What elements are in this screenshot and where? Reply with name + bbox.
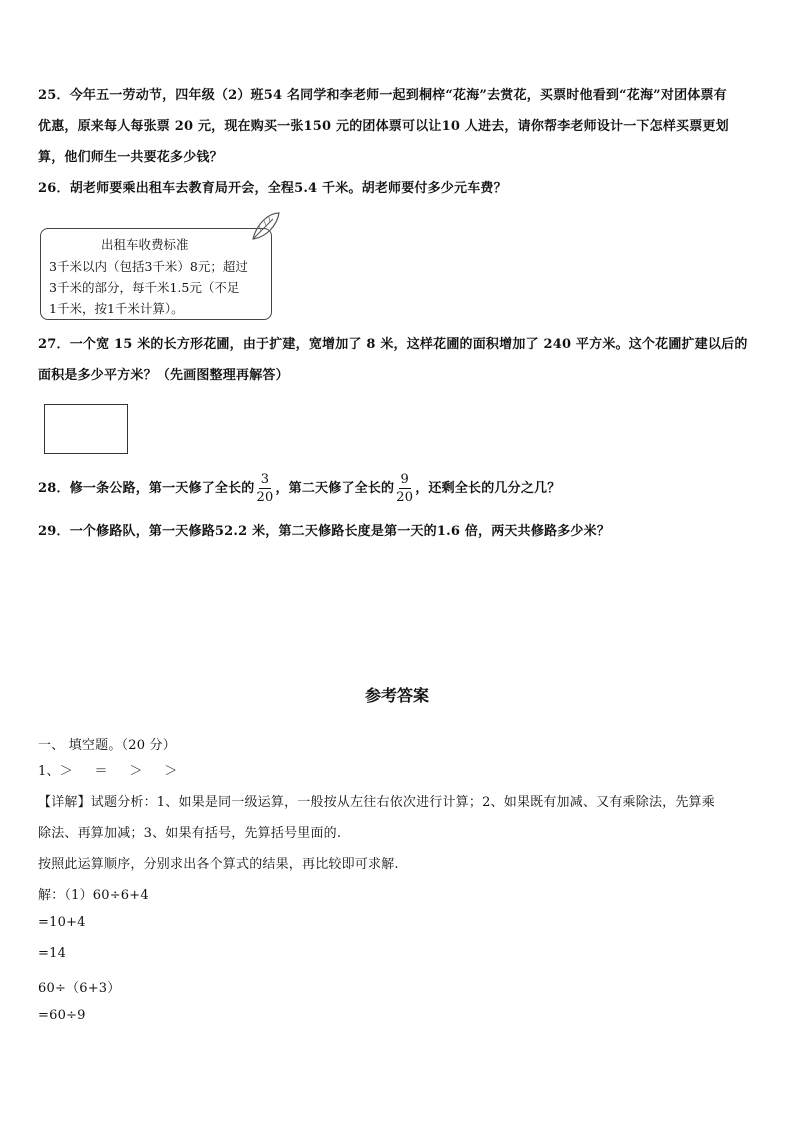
box-line-2: 3千米的部分，每千米1.5元（不足 [49,280,240,295]
answer-1: 1、＞ ＝ ＞ ＞ [38,764,178,779]
drawing-rectangle [44,404,128,454]
q29-text: 29．一个修路队，第一天修路52.2 米，第二天修路长度是第一天的1.6 倍，两天共修路多少米？ [38,524,611,539]
q25-line-2: 优惠，原来每人每张票 20 元，现在购买一张150 元的团体票可以让10 人进去，请你帮李老师设计一下怎样买票更划 [38,119,729,134]
fraction-3-20 [257,471,274,506]
fraction-denominator: 20 [256,490,274,505]
fraction-numerator: 3 [260,472,270,487]
box-line-1: 3千米以内（包括3千米）8元；超过 [49,259,248,274]
box-line-3: 1千米，按1千米计算）。 [49,301,184,316]
leaf-decoration-icon [249,209,283,243]
solution-line-1: 解：（1）60÷6+4 [38,888,149,903]
fraction-denominator: 20 [396,490,414,505]
detail-line-3: 按照此运算顺序，分别求出各个算式的结果，再比较即可求解. [38,857,399,872]
q26-text: 26．胡老师要乘出租车去教育局开会，全程5.4 千米。胡老师要付多少元车费？ [38,181,507,196]
q28-part-1: 28．修一条公路，第一天修了全长的 [38,481,255,496]
answers-title: 参考答案 [364,686,429,705]
q25-line-1: 25．今年五一劳动节，四年级（2）班54 名同学和李老师一起到桐梓“花海”去赏花，买票时他看到“花海”对团体票有 [38,88,727,103]
fraction-numerator: 9 [400,472,409,487]
solution-line-5: =60÷9 [38,1008,86,1023]
solution-line-4: 60÷（6+3） [38,981,121,996]
fraction-9-20 [396,471,413,506]
solution-line-3: =14 [38,946,67,961]
q25-line-3: 算，他们师生一共要花多少钱？ [38,150,223,165]
answers-section-heading: 一、 填空题。（20 分） [38,738,176,753]
detail-line-1: 【详解】试题分析：1、如果是同一级运算，一般按从左往右依次进行计算；2、如果既有加减、又有乘除法，先算乘 [38,795,715,810]
taxi-fare-box [40,228,272,320]
q28-part-2: ，第二天修了全长的 [275,481,395,496]
box-title: 出租车收费标准 [101,237,189,252]
q27-line-1: 27．一个宽 15 米的长方形花圃，由于扩建，宽增加了 8 米，这样花圃的面积增加了 240 平方米。这个花圃扩建以后的 [38,337,748,352]
q28-part-3: ，还剩全长的几分之几？ [415,481,561,496]
detail-line-2: 除法、再算加减；3、如果有括号，先算括号里面的. [38,826,342,841]
solution-line-2: =10+4 [38,915,86,930]
q28-text [38,471,560,506]
q27-line-2: 面积是多少平方米？（先画图整理再解答） [38,368,289,383]
